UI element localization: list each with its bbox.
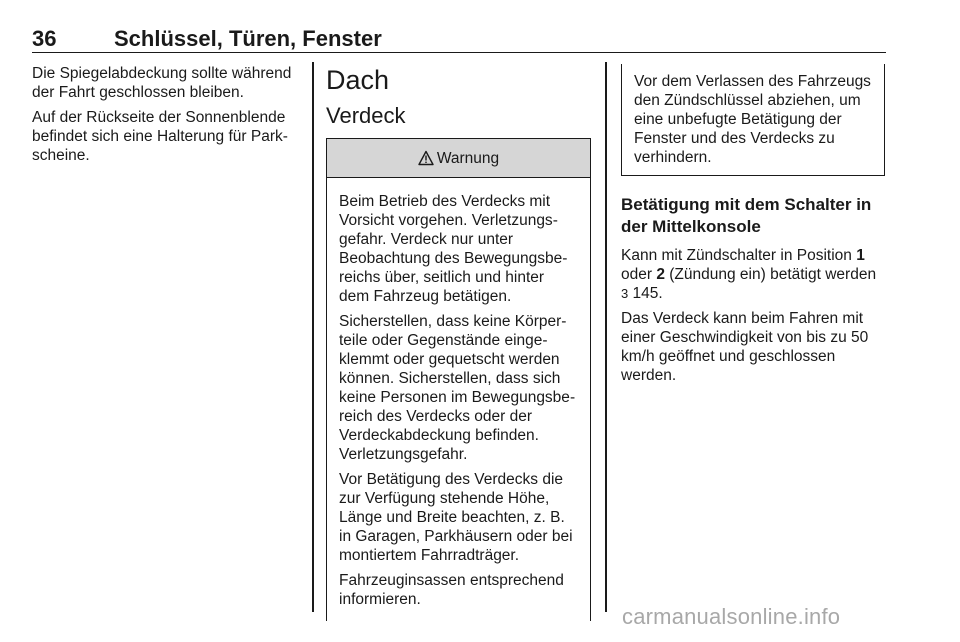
column-middle [326, 64, 592, 621]
warning-paragraph: Fahrzeuginsassen entsprechend informieren. [339, 572, 564, 608]
paragraph-sun-visor: Auf der Rückseite der Sonnenblende befindet sich eine Halterung für Parkscheine. [32, 109, 288, 164]
paragraph-mirror-cover: Die Spiegelabdeckung sollte während der Fahrt geschlossen bleiben. [32, 65, 292, 101]
subsection-heading-switch: Betätigung mit dem Schalter in der Mittelkonsole [621, 195, 872, 236]
warning-header [327, 138, 590, 178]
column-divider-left [312, 62, 314, 612]
cross-reference-arrow-icon: 3 [621, 286, 629, 301]
paragraph-speed: Das Verdeck kann beim Fahren mit einer Geschwindigkeit von bis zu 50 km/h geöffnet und geschlossen werden. [621, 310, 869, 384]
note-box [621, 64, 885, 176]
warning-title: Warnung [436, 149, 500, 167]
subsection-heading-verdeck: Verdeck [326, 103, 406, 128]
chapter-title: Schlüssel, Türen, Fenster [114, 26, 382, 51]
page-reference[interactable]: 145. [628, 285, 663, 302]
column-divider-right [605, 62, 607, 612]
warning-triangle-icon [418, 150, 434, 166]
position-2: 2 [656, 266, 665, 283]
column-left [32, 64, 300, 171]
watermark-text: carmanualsonline.info [622, 604, 841, 629]
warning-body [327, 178, 590, 621]
page-number: 36 [32, 26, 57, 51]
paragraph-ignition: Kann mit Zündschalter in Position 1 oder 2 (Zündung ein) betätigt werden 3 145. [621, 247, 877, 302]
position-1: 1 [856, 247, 865, 264]
warning-paragraph: Sicherstellen, dass keine Körperteile oder Gegenstände eingeklemmt oder gequetscht werden können. Sicherstellen, dass sich keine Personen im Bewegungsbereich des Verdecks oder der Verdeckabdeckung befinden. Verletzungsgefahr. [339, 313, 576, 463]
section-heading-dach: Dach [326, 65, 390, 95]
page-header [32, 26, 886, 53]
column-right [621, 64, 887, 391]
warning-box [326, 138, 591, 621]
warning-paragraph: Beim Betrieb des Verdecks mit Vorsicht vorgehen. Verletzungsgefahr. Verdeck nur unter Beobachtung des Bewegungsbereichs über, seitlich und hinter dem Fahrzeug betätigen. [339, 193, 568, 305]
warning-paragraph: Vor Betätigung des Verdecks die zur Verfügung stehende Höhe, Länge und Breite beachten, z. B. in Garagen, Parkhäusern oder bei montiertem Fahrradträger. [339, 471, 573, 564]
note-text: Vor dem Verlassen des Fahrzeugs den Zündschlüssel abziehen, um eine unbefugte Betätigung der Fenster und des Verdecks zu verhindern. [634, 73, 871, 166]
